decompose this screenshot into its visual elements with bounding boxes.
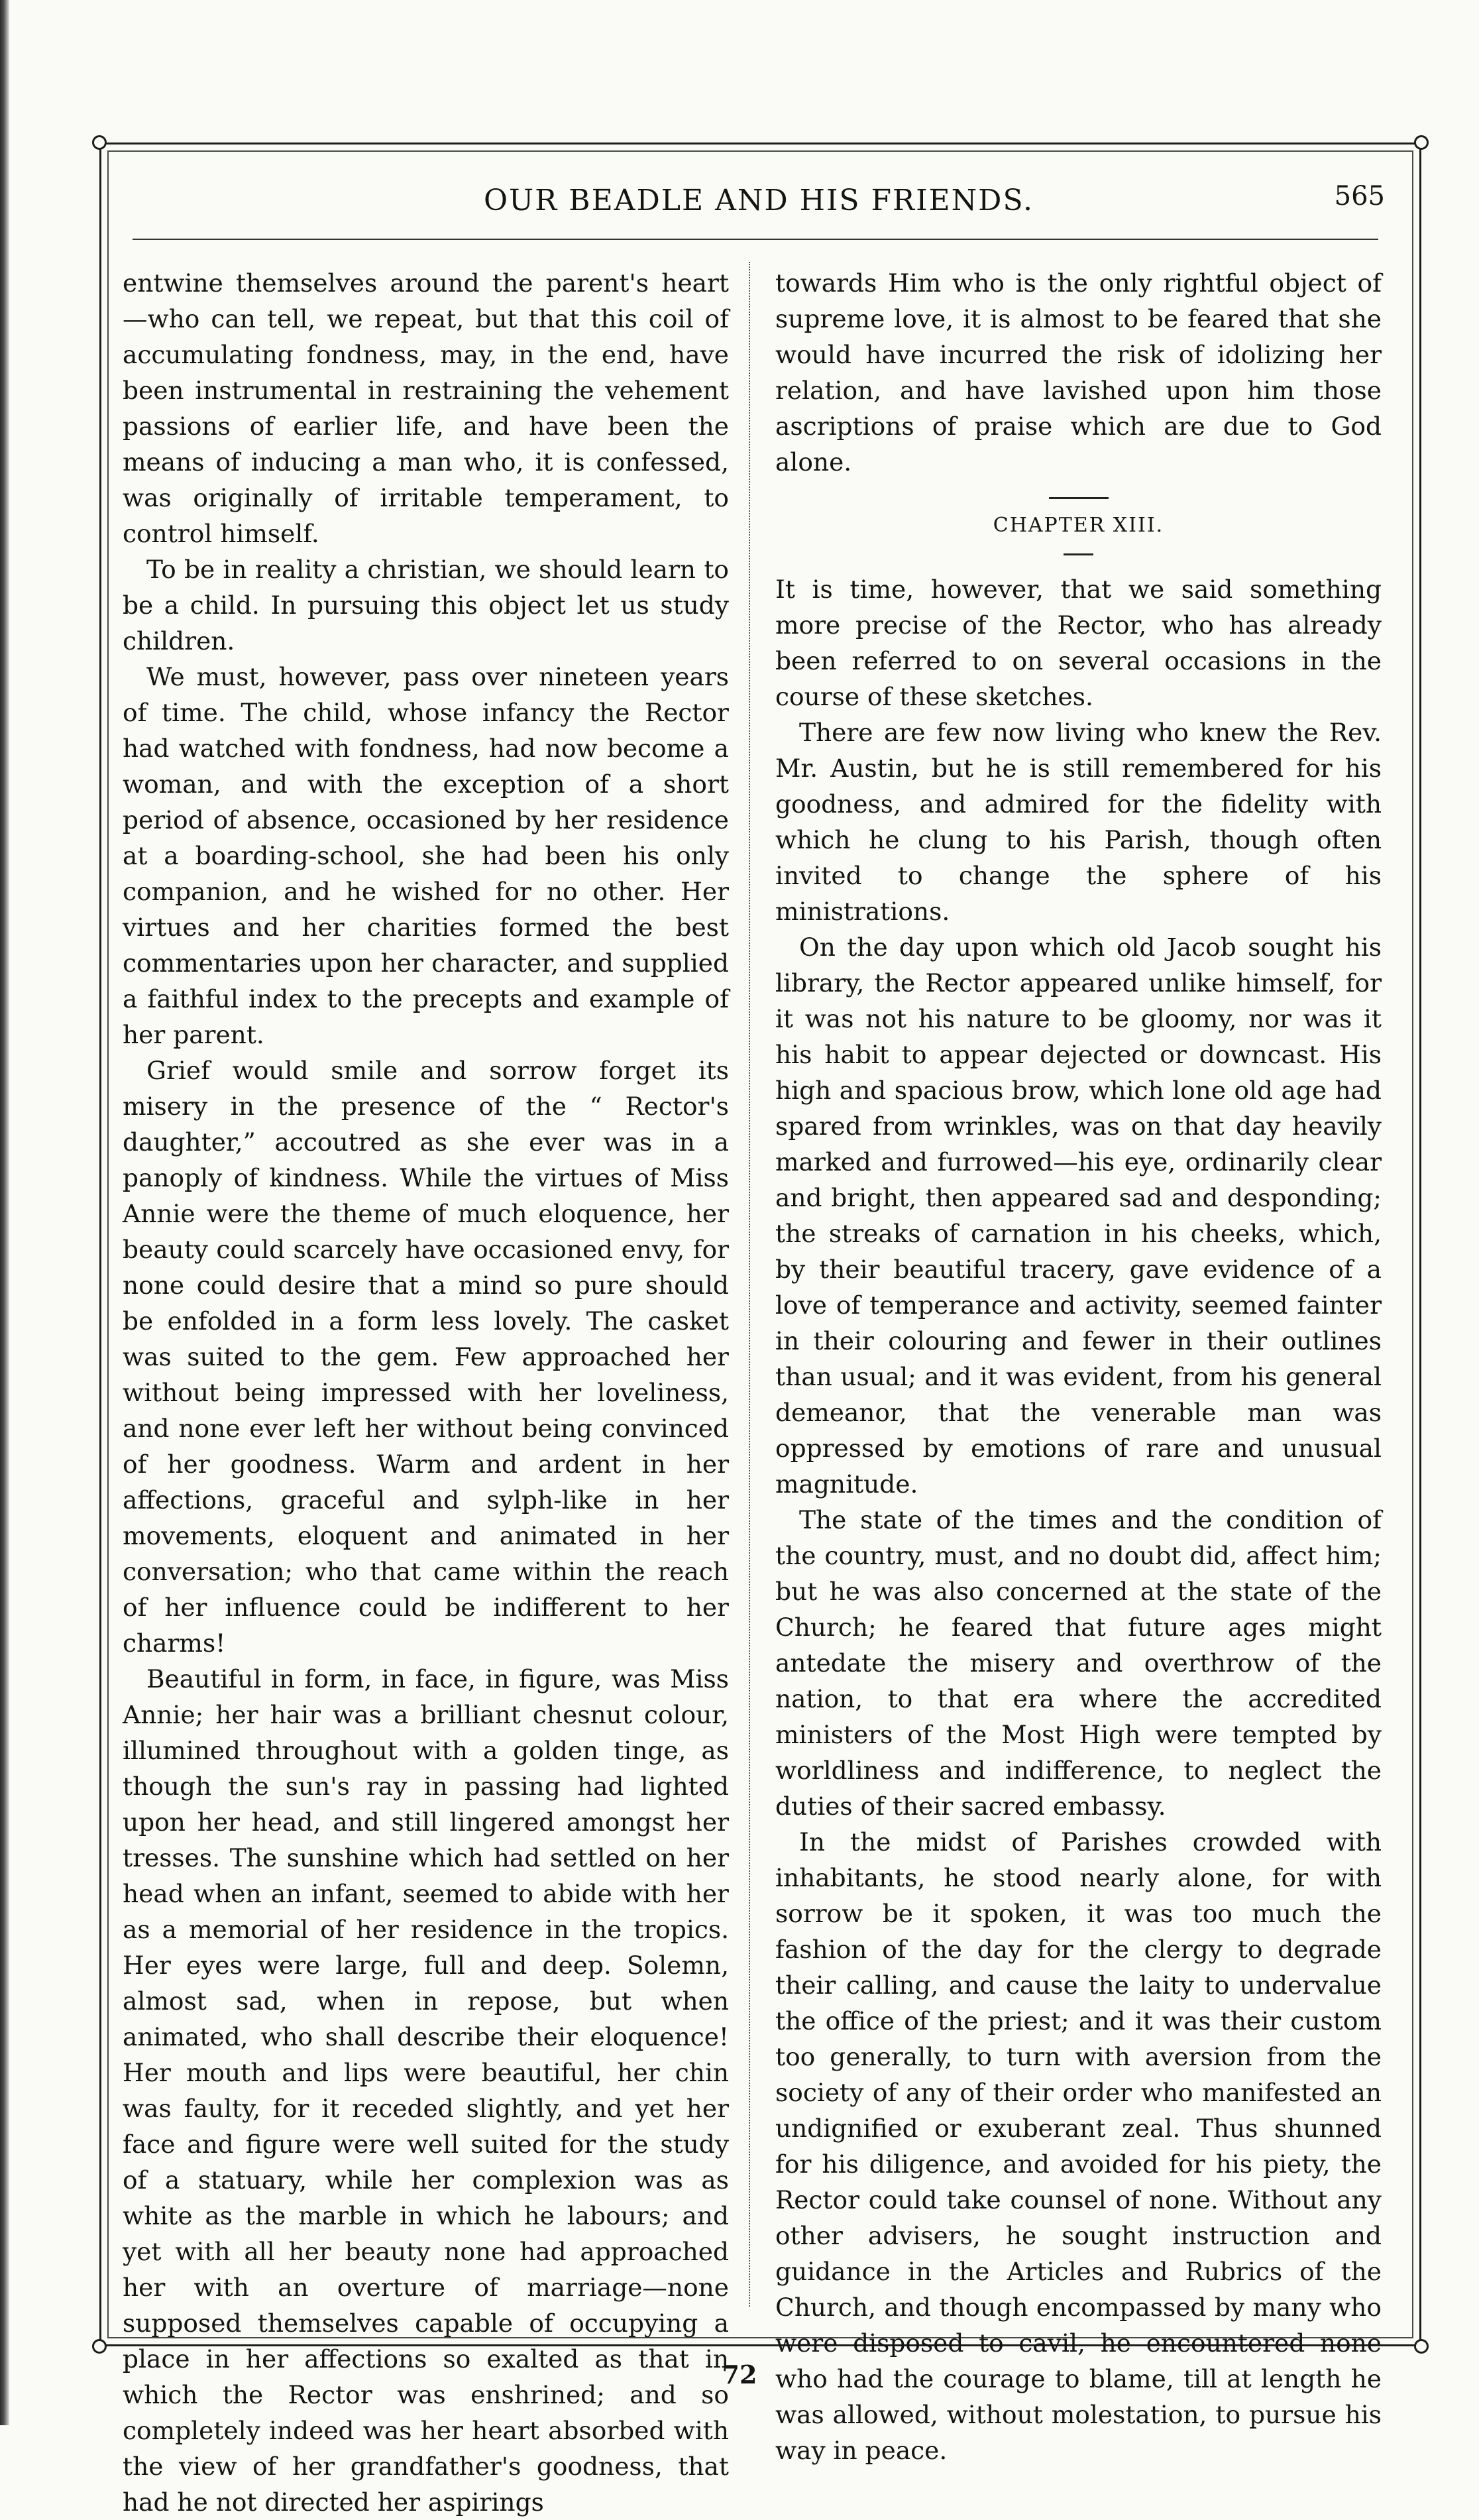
- running-title: OUR BEADLE AND HIS FRIENDS.: [483, 184, 1034, 217]
- paragraph: On the day upon which old Jacob sought his library, the Rector appeared unlike himself, for it was not his nature to be gloomy, nor was it his habit to appear dejected or downcast. His high and spacious brow, which lone old age had spared from wrinkles, was on that day heavily marked and furrowed—his eye, ordinarily clear and bright, then appeared sad and desponding; the streaks of carnation in his cheeks, which, by their beautiful tracery, gave evidence of a love of temperance and activity, seemed fainter in their colouring and fewer in their outlines than usual; and it was evident, from his general demeanor, that the venerable man was oppressed by emotions of rare and unusual magnitude.: [775, 933, 1382, 1499]
- border-corner-ornament: [1414, 2339, 1429, 2354]
- chapter-rule: [1064, 553, 1093, 555]
- paragraph: The state of the times and the condition of the country, must, and no doubt did, affect him; but he was also concerned at the state of the Church; he feared that future ages might antedate the misery and overthrow of the nation, to that era where the accredited ministers of the Most High were tempted by worldliness and indifference, to neglect the duties of their sacred embassy.: [775, 1505, 1382, 1821]
- header-rule: [133, 239, 1378, 240]
- column-divider: [749, 262, 750, 2307]
- book-spine-edge: [0, 0, 9, 2425]
- left-column: [123, 265, 729, 2517]
- border-corner-ornament: [1414, 135, 1429, 150]
- chapter-heading: CHAPTER XIII.: [993, 514, 1164, 537]
- paragraph: towards Him who is the only rightful object of supreme love, it is almost to be feared that she would have incurred the risk of idolizing her relation, and have lavished upon him those ascriptions of praise which are due to God alone.: [775, 268, 1382, 477]
- paragraph: entwine themselves around the parent's heart—who can tell, we repeat, but that this coil of accumulating fondness, may, in the end, have been instrumental in restraining the vehement passions of earlier life, and have been the means of inducing a man who, it is confessed, was originally of irritable temperament, to control himself.: [123, 268, 729, 548]
- right-column: [775, 265, 1382, 2465]
- chapter-rule: [1049, 497, 1109, 499]
- paragraph: There are few now living who knew the Rev. Mr. Austin, but he is still remembered for his goodness, and admired for the fidelity with which he clung to his Parish, though often invited to change the sphere of his ministrations.: [775, 718, 1382, 926]
- paragraph: It is time, however, that we said something more precise of the Rector, who has already been referred to on several occasions in the course of these sketches.: [775, 575, 1382, 711]
- paragraph: Beautiful in form, in face, in figure, was Miss Annie; her hair was a brilliant chesnut colour, illumined throughout with a golden tinge, as though the sun's ray in passing had lighted upon her head, and still lingered amongst her tresses. The sunshine which had settled on her head when an infant, seemed to abide with her as a memorial of her residence in the tropics. Her eyes were large, full and deep. Solemn, almost sad, when in repose, but when animated, who shall describe their eloquence! Her mouth and lips were beautiful, her chin was faulty, for it receded slightly, and yet her face and figure were well suited for the study of a statuary, while her complexion was as white as the marble in which he labours; and yet with all her beauty none had approached her with an overture of marriage—none supposed themselves capable of occupying a place in her affections so exalted as that in which the Rector was enshrined; and so completely indeed was her heart absorbed with the view of her grandfather's goodness, that had he not directed her aspirings: [123, 1664, 729, 2517]
- page-number: 565: [1334, 181, 1385, 211]
- page-header: [119, 176, 1398, 229]
- border-corner-ornament: [92, 135, 107, 150]
- paragraph: We must, however, pass over nineteen years of time. The child, whose infancy the Rector had watched with fondness, had now become a woman, and with the exception of a short period of absence, occasioned by her residence at a boarding-school, she had been his only companion, and he wished for no other. Her virtues and her charities formed the best commentaries upon her character, and supplied a faithful index to the precepts and example of her parent.: [123, 662, 729, 1049]
- paragraph: In the midst of Parishes crowded with inhabitants, he stood nearly alone, for with sorrow be it spoken, it was too much the fashion of the day for the clergy to degrade their calling, and cause the laity to undervalue the office of the priest; and it was their custom too generally, to turn with aversion from the society of any of their order who manifested an undignified or exuberant zeal. Thus shunned for his diligence, and avoided for his piety, the Rector could take counsel of none. Without any other advisers, he sought instruction and guidance in the Articles and Rubrics of the Church, and though encompassed by many who were disposed to cavil, he encountered none who had the courage to blame, till at length he was allowed, without molestation, to pursue his way in peace.: [775, 1827, 1382, 2465]
- paragraph: To be in reality a christian, we should learn to be a child. In pursuing this object let us study children.: [123, 555, 729, 656]
- paragraph: Grief would smile and sorrow forget its misery in the presence of the “ Rector's daughter,” accoutred as she ever was in a panoply of kindness. While the virtues of Miss Annie were the theme of much eloquence, her beauty could scarcely have occasioned envy, for none could desire that a mind so pure should be enfolded in a form less lovely. The casket was suited to the gem. Few approached her without being impressed with her loveliness, and none ever left her without being convinced of her goodness. Warm and ardent in her affections, graceful and sylph-like in her movements, eloquent and animated in her conversation; who that came within the reach of her influence could be indifferent to her charms!: [123, 1056, 729, 1658]
- signature-mark: 72: [722, 2360, 757, 2389]
- border-corner-ornament: [92, 2339, 107, 2354]
